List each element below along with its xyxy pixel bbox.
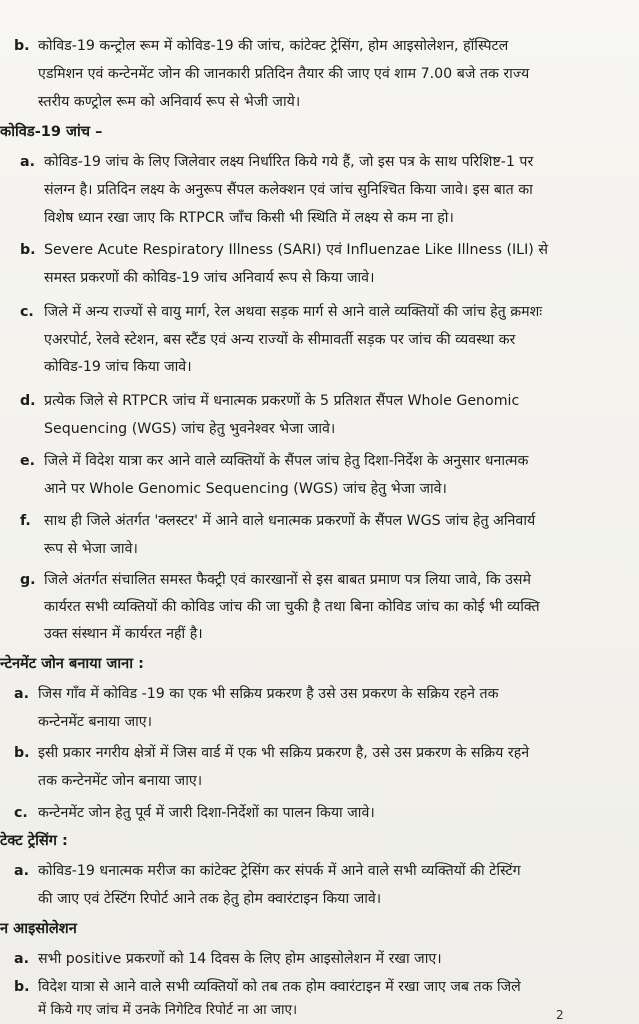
testing-d-line-1: d. प्रत्येक जिले से RTPCR जांच में धनात्मक प्रकरणों के 5 प्रतिशत सैंपल Whole Genomic bbox=[20, 393, 520, 409]
testing-c-line-3: कोविड-19 जांच किया जावे। bbox=[44, 359, 192, 375]
containment-c-line-1: c. कन्टेनमेंट जोन हेतु पूर्व में जारी दिशा-निर्देशों का पालन किया जावे। bbox=[14, 805, 375, 821]
containment-a-line-1: a. जिस गाँव में कोविड -19 का एक भी सक्रिय प्रकरण है उसे उस प्रकरण के सक्रिय रहने तक bbox=[14, 686, 499, 702]
testing-e-line-2: आने पर Whole Genomic Sequencing (WGS) जांच हेतु भेजा जावे। bbox=[44, 481, 447, 497]
heading-containment-zone: न्टेनमेंट जोन बनाया जाना : bbox=[0, 655, 144, 672]
tracing-a-line-2: की जाए एवं टेस्टिंग रिपोर्ट आने तक हेतु होम क्वारंटाइन किया जावे। bbox=[38, 891, 382, 907]
containment-a-line-2: कन्टेनमेंट बनाया जाए। bbox=[38, 714, 153, 730]
item-b-line-1: b. कोविड-19 कन्ट्रोल रूम में कोविड-19 की जांच, कांटेक्ट ट्रेसिंग, होम आइसोलेशन, हॉस्पिटल bbox=[14, 38, 509, 54]
testing-a-line-3: विशेष ध्यान रखा जाए कि RTPCR जाँच किसी भी स्थिति में लक्ष्य से कम ना हो। bbox=[44, 210, 454, 226]
testing-f-line-1: f. साथ ही जिले अंतर्गत 'क्लस्टर' में आने वाले धनात्मक प्रकरणों के सैंपल WGS जांच हेतु अनिवार्य bbox=[20, 513, 536, 529]
testing-c-line-1: c. जिले में अन्य राज्यों से वायु मार्ग, रेल अथवा सड़क मार्ग से आने वाले व्यक्तियों की जांच हेतु क्रमशः bbox=[20, 304, 543, 320]
item-b-line-2: एडमिशन एवं कन्टेनमेंट जोन की जानकारी प्रतिदिन तैयार की जाए एवं शाम 7.00 बजे तक राज्य bbox=[38, 66, 530, 82]
testing-g-line-1: g. जिले अंतर्गत संचालित समस्त फैक्ट्री एवं कारखानों से इस बाबत प्रमाण पत्र लिया जावे, कि उसमे bbox=[20, 572, 531, 588]
isolation-b-line-2: में किये गए जांच में उनके निगेटिव रिपोर्ट ना आ जाए। bbox=[38, 1002, 298, 1018]
isolation-b-line-1: b. विदेश यात्रा से आने वाले सभी व्यक्तियों को तब तक होम क्वारंटाइन में रखा जाए जब तक जिले bbox=[14, 979, 521, 995]
testing-e-line-1: e. जिले में विदेश यात्रा कर आने वाले व्यक्तियों के सैंपल जांच हेतु दिशा-निर्देश के अनुसार धनात्मक bbox=[20, 453, 529, 469]
item-b-line-3: स्तरीय कण्ट्रोल रूम को अनिवार्य रूप से भेजी जाये। bbox=[38, 94, 301, 110]
testing-f-line-2: रूप से भेजा जावे। bbox=[44, 541, 138, 557]
testing-c-line-2: एअरपोर्ट, रेलवे स्टेशन, बस स्टैंड एवं अन्य राज्यों के सीमावर्ती सड़क पर जांच की व्यवस्था कर bbox=[44, 332, 516, 348]
testing-a-line-2: संलग्न है। प्रतिदिन लक्ष्य के अनुरूप सैंपल कलेक्शन एवं जांच सुनिश्चित किया जावे। इस बात का bbox=[44, 182, 533, 198]
testing-a-line-1: a. कोविड-19 जांच के लिए जिलेवार लक्ष्य निर्धारित किये गये हैं, जो इस पत्र के साथ परिशिष्ट-1 पर bbox=[20, 154, 534, 170]
page-number: 2 bbox=[556, 1008, 564, 1022]
testing-b-line-1: b. Severe Acute Respiratory Illness (SARI) एवं Influenzae Like Illness (ILI) से bbox=[20, 242, 548, 258]
isolation-a-line-1: a. सभी positive प्रकरणों को 14 दिवस के लिए होम आइसोलेशन में रखा जाए। bbox=[14, 951, 442, 967]
testing-g-line-2: कार्यरत सभी व्यक्तियों की कोविड जांच की जा चुकी है तथा बिना कोविड जांच का कोई भी व्यक्ति bbox=[44, 599, 540, 615]
heading-home-isolation: न आइसोलेशन bbox=[0, 920, 77, 937]
tracing-a-line-1: a. कोविड-19 धनात्मक मरीज का कांटेक्ट ट्रेसिंग कर संपर्क में आने वाले सभी व्यक्तियों की टेस्टिंग bbox=[14, 863, 521, 879]
containment-b-line-1: b. इसी प्रकार नगरीय क्षेत्रों में जिस वार्ड में एक भी सक्रिय प्रकरण है, उसे उस प्रकरण के सक्रिय रहने bbox=[14, 745, 530, 761]
testing-d-line-2: Sequencing (WGS) जांच हेतु भुवनेश्वर भेजा जावे। bbox=[44, 421, 336, 437]
containment-b-line-2: तक कन्टेनमेंट जोन बनाया जाए। bbox=[38, 773, 203, 789]
testing-g-line-3: उक्त संस्थान में कार्यरत नहीं है। bbox=[44, 626, 203, 642]
heading-covid-testing: कोविड-19 जांच – bbox=[0, 123, 103, 140]
testing-b-line-2: समस्त प्रकरणों की कोविड-19 जांच अनिवार्य रूप से किया जावे। bbox=[44, 270, 375, 286]
heading-contact-tracing: टेक्ट ट्रेसिंग : bbox=[0, 832, 68, 849]
